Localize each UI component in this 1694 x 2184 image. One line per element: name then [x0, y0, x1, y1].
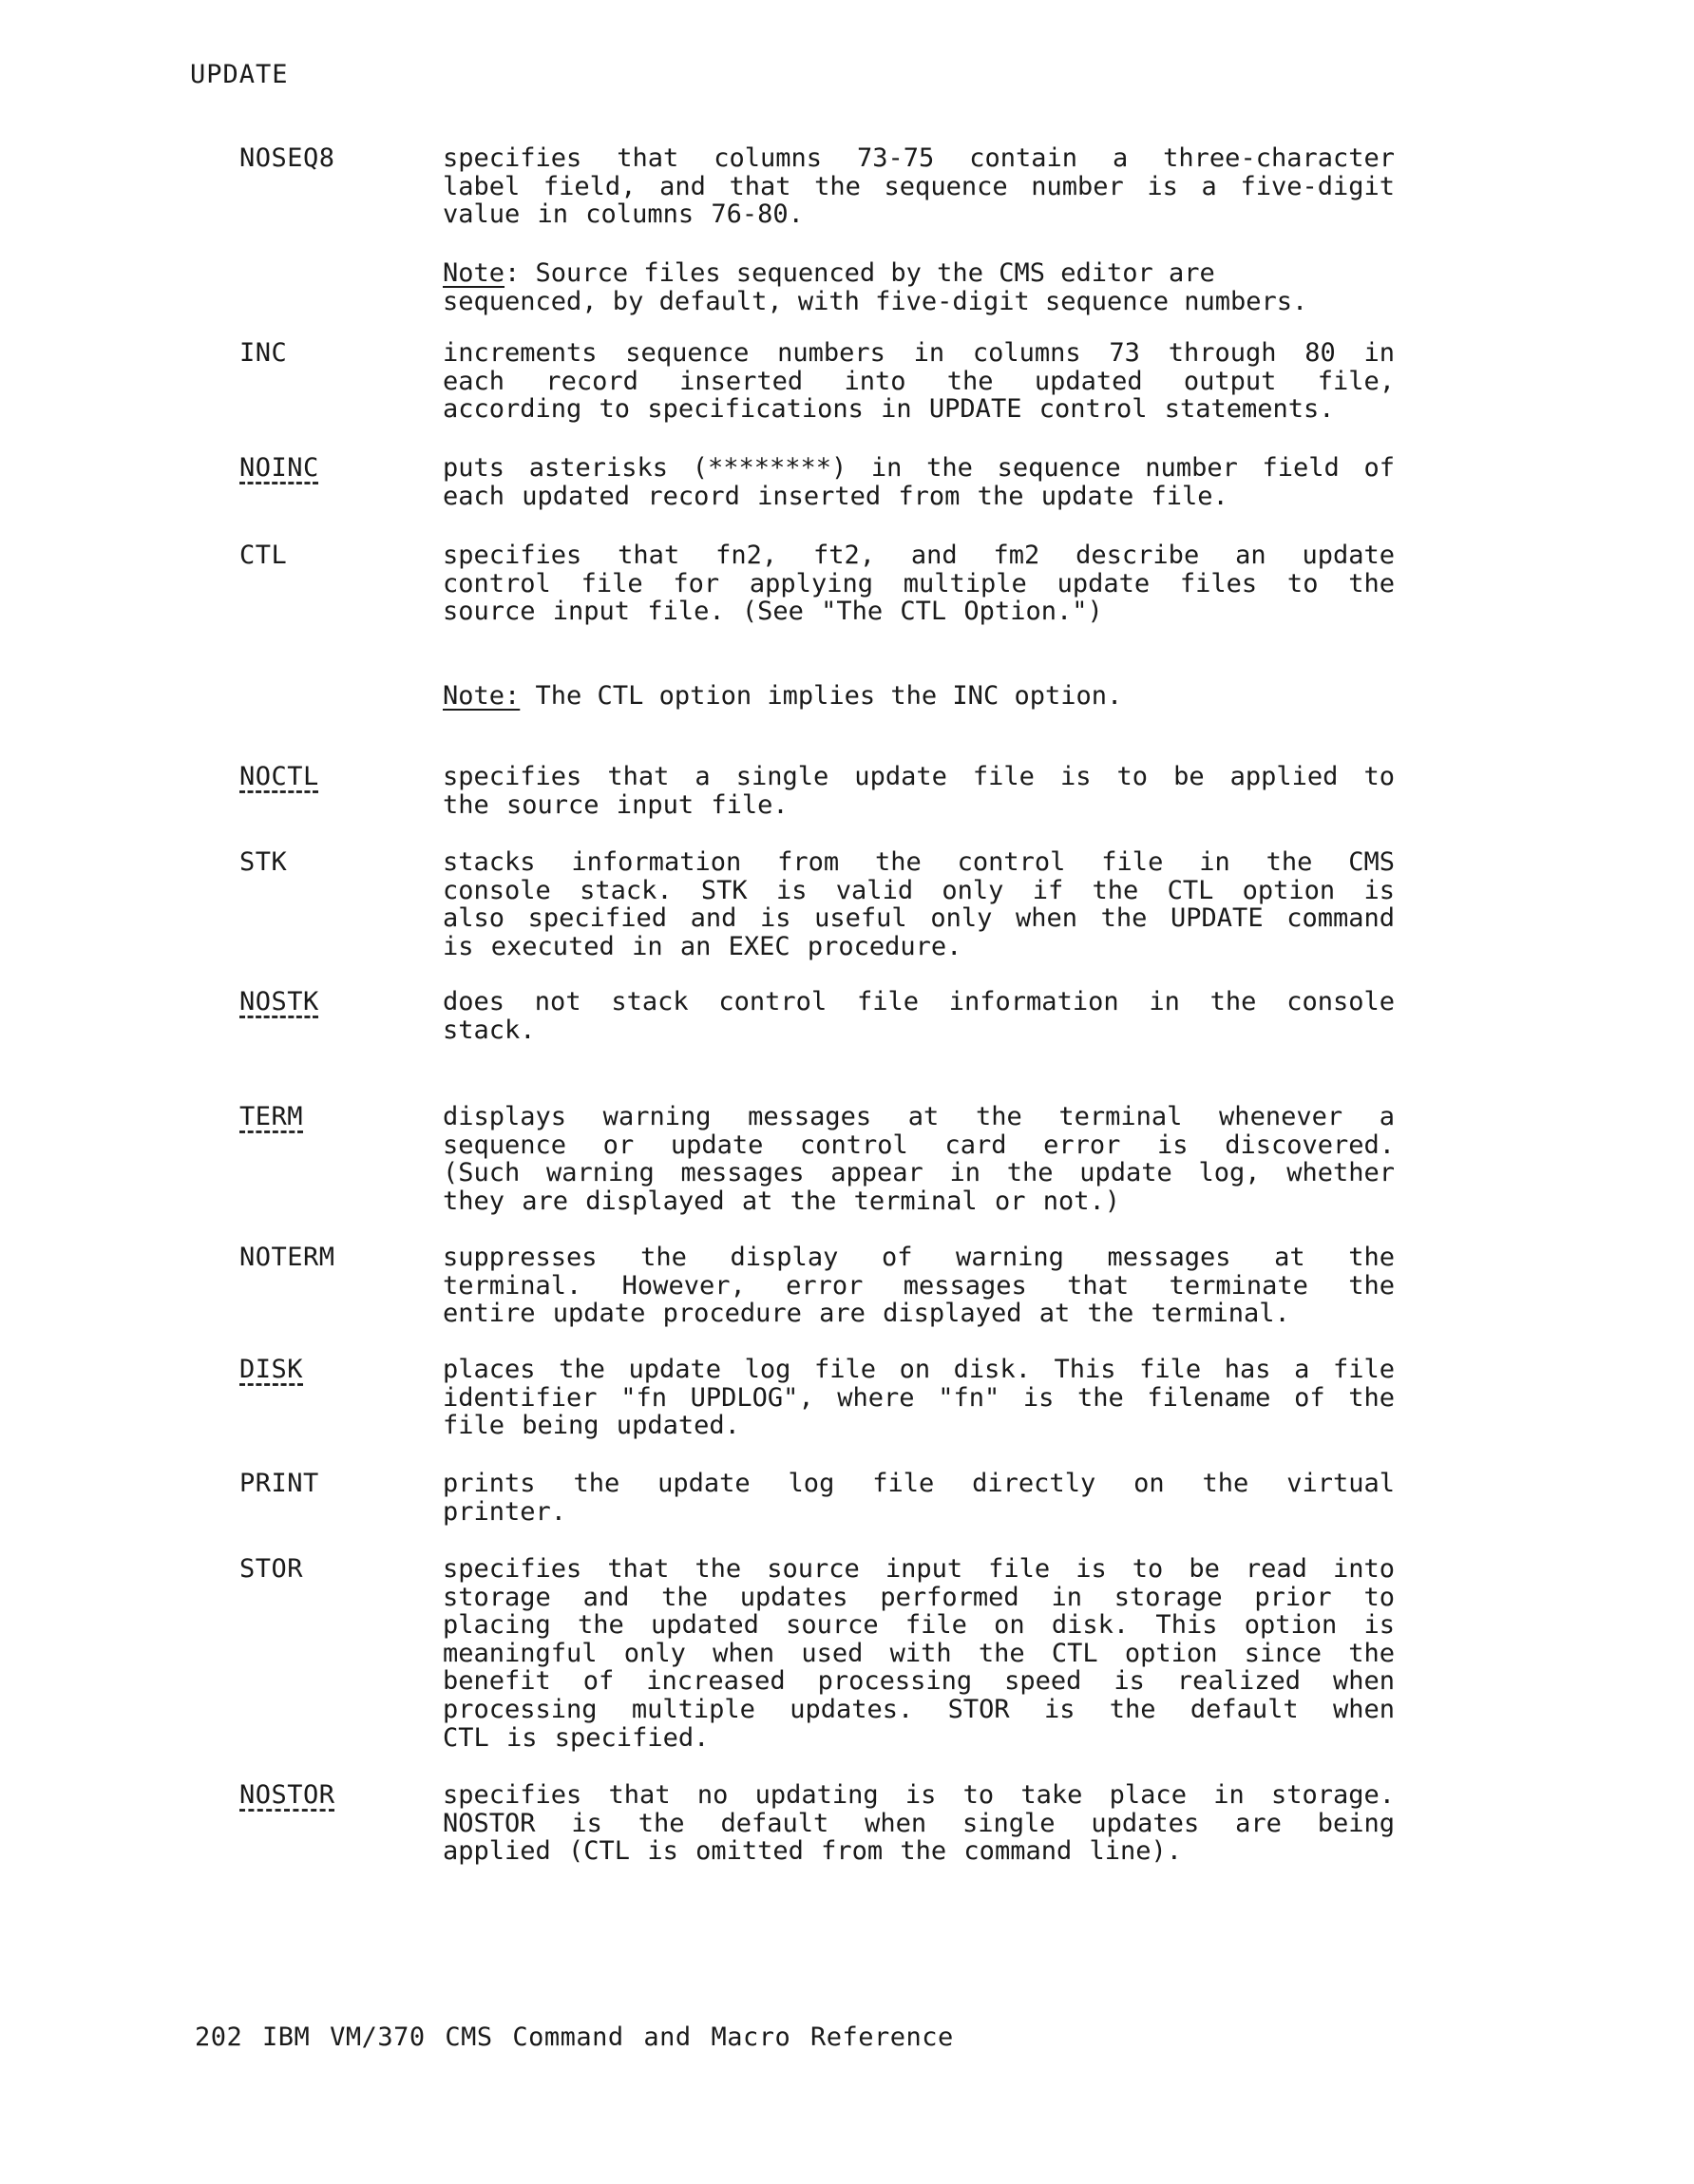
- description-line: meaningful only when used with the CTL option since the: [443, 1638, 1395, 1668]
- option-description: [443, 1470, 1395, 1526]
- description-line: puts asterisks (********) in the sequence number field of: [443, 453, 1395, 483]
- description-line: increments sequence numbers in columns 73 through 80 in: [443, 338, 1395, 368]
- description-line: does not stack control file information in the console: [443, 987, 1395, 1016]
- description-line: stack.: [443, 1015, 536, 1045]
- note-label: Note: [443, 258, 505, 288]
- option-description: [443, 988, 1395, 1044]
- option-description: [443, 1103, 1395, 1215]
- description-line: each record inserted into the updated output file,: [443, 366, 1395, 396]
- description-line: processing multiple updates. STOR is the default when: [443, 1694, 1395, 1724]
- description-line: specifies that no updating is to take place in storage.: [443, 1780, 1395, 1810]
- option-note: [443, 259, 1395, 315]
- description-line: source input file. (See "The CTL Option."): [443, 597, 1103, 627]
- description-line: specifies that fn2, ft2, and fm2 describe an update: [443, 541, 1395, 570]
- option-description: [443, 848, 1395, 960]
- description-line: control file for applying multiple update files to the: [443, 568, 1395, 598]
- description-line: the source input file.: [443, 789, 789, 820]
- description-line: stacks information from the control file in the CMS: [443, 847, 1395, 877]
- description-line: printer.: [443, 1496, 567, 1527]
- description-line: each updated record inserted from the update file.: [443, 481, 1228, 511]
- description-line: NOSTOR is the default when single updates are being: [443, 1808, 1395, 1838]
- option-description: [443, 1244, 1395, 1328]
- description-line: places the update log file on disk. This file has a file: [443, 1355, 1395, 1384]
- note-label: Note:: [443, 681, 521, 711]
- option-name: NOSTOR: [239, 1780, 335, 1810]
- note-text: sequenced, by default, with five-digit sequence numbers.: [443, 286, 1308, 316]
- option-name: NOINC: [239, 453, 319, 483]
- description-line: specifies that a single update file is to be applied to: [443, 762, 1395, 791]
- option-name: STOR: [239, 1554, 304, 1584]
- option-description: [443, 1555, 1395, 1752]
- running-head: UPDATE: [190, 60, 289, 89]
- description-line: identifier "fn UPDLOG", where "fn" is the filename of the: [443, 1382, 1395, 1413]
- description-line: suppresses the display of warning messages at the: [443, 1243, 1395, 1272]
- page-number: 202: [195, 2023, 243, 2052]
- option-note: [443, 682, 1395, 711]
- description-line: prints the update log file directly on the virtual: [443, 1469, 1395, 1498]
- option-name: CTL: [239, 541, 288, 570]
- description-line: sequence or update control card error is discovered.: [443, 1130, 1395, 1160]
- description-line: is executed in an EXEC procedure.: [443, 931, 962, 961]
- option-name: PRINT: [239, 1469, 319, 1498]
- description-line: also specified and is useful only when the UPDATE command: [443, 903, 1395, 934]
- description-line: they are displayed at the terminal or not.): [443, 1186, 1120, 1216]
- description-line: storage and the updates performed in storage prior to: [443, 1582, 1395, 1612]
- description-line: specifies that the source input file is to be read into: [443, 1554, 1395, 1584]
- description-line: entire update procedure are displayed at the terminal.: [443, 1299, 1290, 1329]
- option-description: [443, 454, 1395, 510]
- note-text: : Source files sequenced by the CMS editor are: [504, 258, 1215, 288]
- option-description: [443, 144, 1395, 229]
- book-title: IBM VM/370 CMS Command and Macro Reference: [262, 2023, 954, 2052]
- option-name: TERM: [239, 1102, 304, 1131]
- option-name: NOTERM: [239, 1243, 335, 1272]
- option-description: [443, 339, 1395, 424]
- description-line: applied (CTL is omitted from the command line).: [443, 1836, 1183, 1867]
- description-line: placing the updated source file on disk. This option is: [443, 1610, 1395, 1641]
- page-footer: [195, 2023, 954, 2052]
- description-line: value in columns 76-80.: [443, 199, 804, 230]
- description-line: specifies that columns 73-75 contain a three-character: [443, 143, 1395, 173]
- description-line: label field, and that the sequence number is a five-digit: [443, 171, 1395, 201]
- option-description: [443, 1356, 1395, 1440]
- description-line: (Such warning messages appear in the update log, whether: [443, 1158, 1395, 1188]
- note-text: The CTL option implies the INC option.: [520, 681, 1123, 711]
- option-name: DISK: [239, 1355, 304, 1384]
- option-name: INC: [239, 338, 288, 368]
- option-description: [443, 541, 1395, 626]
- description-line: benefit of increased processing speed is realized when: [443, 1666, 1395, 1697]
- description-line: displays warning messages at the terminal whenever a: [443, 1102, 1395, 1131]
- description-line: terminal. However, error messages that terminate the: [443, 1270, 1395, 1301]
- description-line: CTL is specified.: [443, 1722, 710, 1753]
- option-name: NOSTK: [239, 987, 319, 1016]
- description-line: console stack. STK is valid only if the CTL option is: [443, 875, 1395, 905]
- option-name: NOSEQ8: [239, 143, 335, 173]
- option-name: STK: [239, 847, 288, 877]
- option-description: [443, 1781, 1395, 1866]
- description-line: file being updated.: [443, 1411, 740, 1441]
- option-name: NOCTL: [239, 762, 319, 791]
- description-line: according to specifications in UPDATE control statements.: [443, 394, 1335, 425]
- option-description: [443, 763, 1395, 819]
